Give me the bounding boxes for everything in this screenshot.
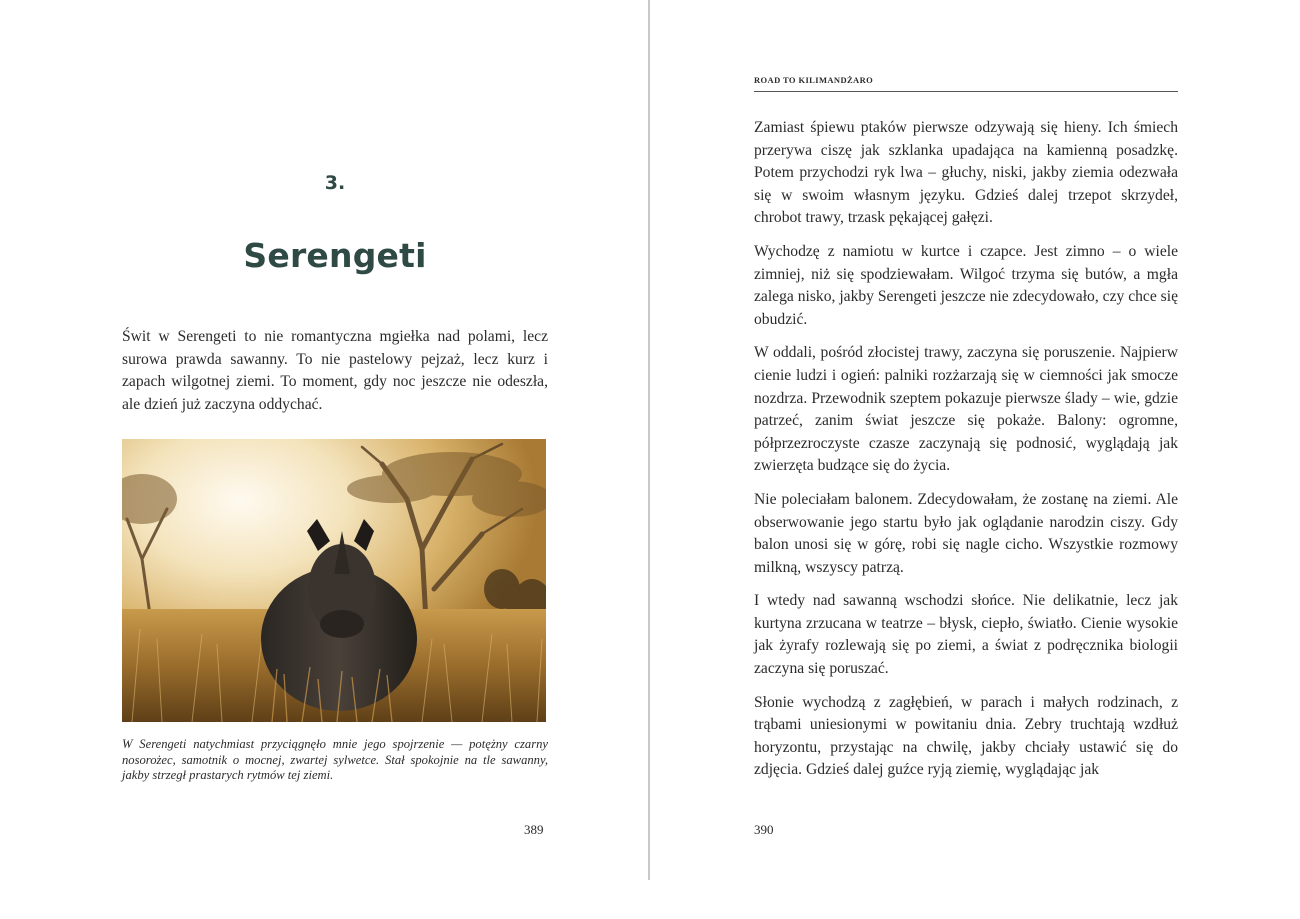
paragraph: W oddali, pośród złocistej trawy, zaczyna się poruszenie. Najpierw cienie ludzi i ogień: palniki rozżarzają się w ciemności jak smocze nozdrza. Przewodnik szeptem pokazuje pierwsze ślady – wie, gdzie patrzeć, zanim świat jeszcze się pokaże. Balony: ogromne, półprzezroczyste czasze zaczynają się podnosić, wyglądają jak zwierzęta budzące się do życia. [754,344,1178,475]
paragraph: Wychodzę z namiotu w kurtce i czapce. Jest zimno – o wiele zimniej, niż się spodziewałam. Wilgoć trzyma się butów, a mgła zalega nisko, jakby Serengeti jeszcze nie zdecydowało, czy chce się obudzić. [754,242,1178,328]
paragraph: Nie poleciałam balonem. Zdecydowałam, że zostanę na ziemi. Ale obserwowanie jego startu było jak oglądanie narodzin ciszy. Gdy balon unosi się w górę, robi się nagle cicho. Wszystkie rozmowy milkną, wszyscy patrzą. [754,490,1178,576]
rhino-photo [122,439,546,722]
photo-caption: W Serengeti natychmiast przyciągnęło mnie jego spojrzenie — potężny czarny nosorożec, samotnik o mocnej, zwartej sylwetce. Stał spokojnie na tle sawanny, jakby strzegł prastarych rytmów tej ziemi. [122,737,548,783]
paragraph: I wtedy nad sawanną wschodzi słońce. Nie delikatnie, lecz jak kurtyna zrzucana w teatrze – błysk, ciepło, światło. Cienie wysokie jak żyrafy rozlewają się po ziemi, a świat z podręcznika biologii zaczyna się poruszać. [754,592,1178,678]
intro-paragraph: Świt w Serengeti to nie romantyczna mgiełka nad polami, lecz surowa prawda sawanny. To nie pastelowy pejzaż, lecz kurz i zapach wilgotnej ziemi. To moment, gdy noc jeszcze nie odeszła, ale dzień już zaczyna oddychać. [122,328,548,413]
paragraph: Zamiast śpiewu ptaków pierwsze odzywają się hieny. Ich śmiech przerywa ciszę jak szklanka upadająca na kamienną posadzkę. Potem przychodzi ryk lwa – głuchy, niski, jakby ziemia odezwała się w swoim własnym języku. Gdzieś dalej trzepot skrzydeł, chrobot trawy, trzask pękającej gałęzi. [754,119,1178,227]
chapter-title: Serengeti [243,236,427,275]
running-header: ROAD TO KILIMANDŻARO [754,75,1178,92]
intro-text-block [122,326,548,416]
right-page [650,0,1300,919]
page-number-left: 389 [524,822,544,837]
chapter-number: 3. [324,172,346,194]
paragraph: Słonie wychodzą z zagłębień, w parach i małych rodzinach, z trąbami uniesionymi w powitaniu dnia. Zebry truchtają wzdłuż horyzontu, przystając na chwilę, jakby chciały ustawić się do zdjęcia. Gdzieś dalej guźce ryją ziemię, wyglądając jak [754,693,1178,779]
rhino-photo-illustration [122,439,546,722]
page-number-right: 390 [754,822,774,837]
right-text-block [754,117,1178,793]
